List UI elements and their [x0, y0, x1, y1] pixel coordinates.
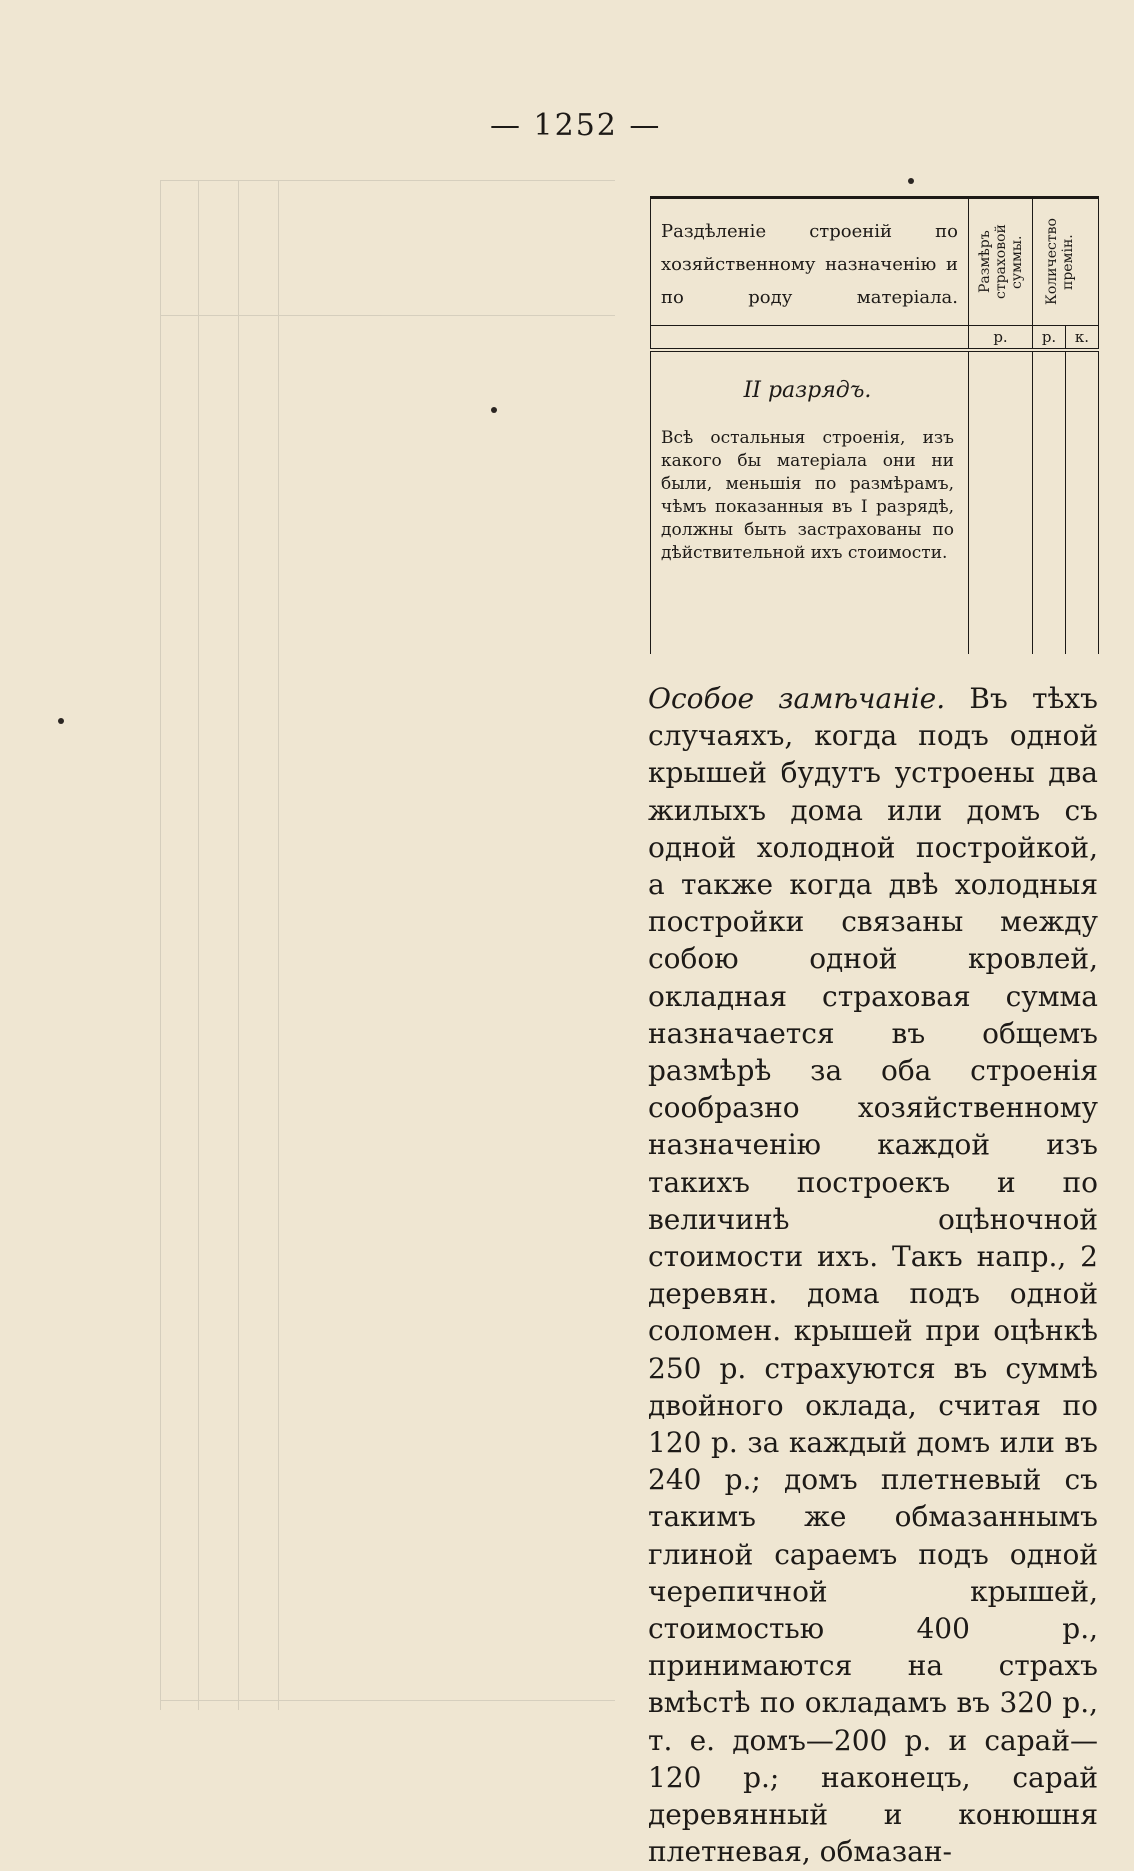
kop-cell [1066, 350, 1099, 654]
column-header-premium [1033, 198, 1099, 326]
column-header-description: Раздѣленіе строеній по хозяйственному назначенію и по роду матеріала. [651, 198, 969, 326]
bleed-through-shadow [160, 180, 615, 1710]
page-mark [908, 178, 914, 184]
sum-cell [969, 350, 1033, 654]
section-text: Всѣ остальныя строенія, изъ какого бы матеріала они ни были, меньшія по размѣрамъ, чѣмъ показанныя въ I разрядѣ, должны быть застрахованы по дѣйствительной ихъ стоимости. [661, 428, 954, 563]
column-header-sum [969, 198, 1033, 326]
unit-kop: к. [1066, 326, 1099, 351]
remark-title: Особое замѣчаніе. [648, 682, 946, 715]
section-cell [651, 350, 969, 654]
rub-cell [1033, 350, 1066, 654]
unit-cell-empty [651, 326, 969, 351]
insurance-schedule-table [650, 196, 1099, 654]
remark-text: Въ тѣхъ случаяхъ, когда подъ одной крышей будутъ устроены два жилыхъ дома или домъ съ одной холодной постройкой, а также когда двѣ холодныя постройки связаны между собою одной кровлей, окладная страховая сумма назначается въ общемъ размѣрѣ за оба строенія сообразно хозяйственному назначенію каждой изъ такихъ построекъ и по величинѣ оцѣночной стоимости ихъ. Такъ напр., 2 деревян. дома подъ одной соломен. крышей при оцѣнкѣ 250 р. страхуются въ суммѣ двойного оклада, считая по 120 р. за каждый домъ или въ 240 р.; домъ плетневый съ такимъ же обмазаннымъ глиной сараемъ подъ одной черепичной крышей, стоимостью 400 р., принимаются на страхъ вмѣстѣ по окладамъ въ 320 р., т. е. домъ—200 р. и сарай—120 р.; наконецъ, сарай деревянный и конюшня плетневая, обмазан- [648, 682, 1098, 1869]
page-number: — 1252 — [490, 108, 662, 143]
section-title: II разрядъ. [743, 378, 872, 403]
unit-rub: р. [1033, 326, 1066, 351]
page-mark [491, 407, 497, 413]
unit-sum: р. [969, 326, 1033, 351]
page-mark [58, 718, 64, 724]
remark-paragraph [648, 680, 1098, 1871]
column-header-premium-label: Количество премін. [1043, 218, 1076, 306]
column-header-sum-label: Размѣръ страховой суммы. [976, 224, 1025, 300]
